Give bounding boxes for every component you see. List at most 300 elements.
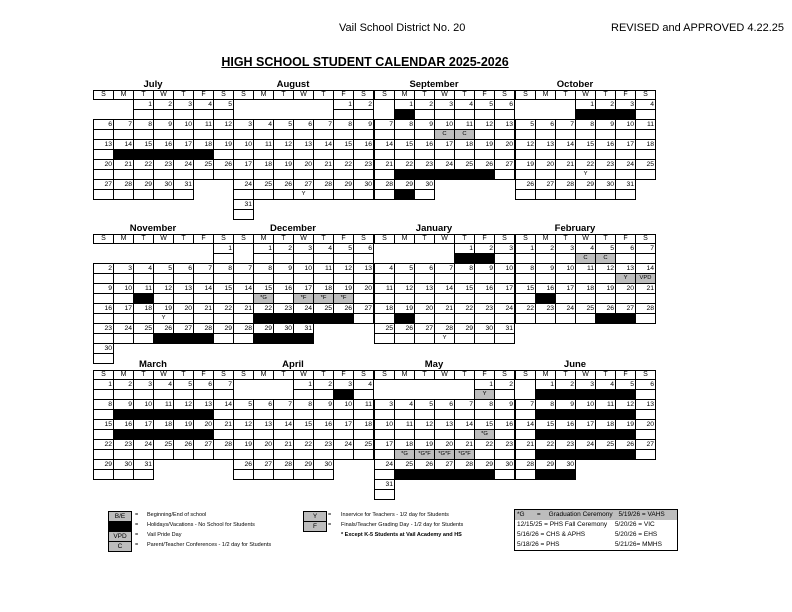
day-number: 1 — [576, 100, 596, 110]
day-marker — [234, 470, 254, 480]
day-number: 8 — [395, 120, 415, 130]
day-number: 28 — [455, 460, 475, 470]
day-number: 9 — [354, 120, 374, 130]
day-marker — [214, 334, 234, 344]
day-number: 15 — [254, 284, 274, 294]
day-marker — [154, 294, 174, 304]
day-number: 20 — [354, 284, 374, 294]
day-marker — [354, 294, 374, 304]
day-number: 24 — [134, 440, 154, 450]
empty-cell — [495, 490, 515, 500]
day-number: 4 — [596, 380, 616, 390]
day-number: 28 — [375, 180, 395, 190]
day-number: 1 — [134, 100, 154, 110]
empty-cell — [94, 254, 114, 264]
day-number: 2 — [274, 244, 294, 254]
empty-cell — [576, 460, 596, 470]
day-marker — [334, 254, 354, 264]
day-number: 5 — [334, 244, 354, 254]
empty-cell — [174, 244, 194, 254]
empty-cell — [354, 324, 374, 334]
month-name: April — [282, 359, 304, 370]
day-marker — [134, 170, 154, 180]
day-number: 20 — [536, 160, 556, 170]
day-number: 15 — [516, 284, 536, 294]
day-number: 16 — [415, 140, 435, 150]
weekday-header: S — [495, 371, 515, 380]
day-marker — [134, 410, 154, 420]
month-table — [233, 234, 374, 344]
day-marker — [94, 430, 114, 440]
day-number: 6 — [194, 380, 214, 390]
empty-cell — [94, 100, 114, 110]
weekday-header: F — [475, 235, 495, 244]
empty-cell — [516, 380, 536, 390]
day-number: 25 — [375, 324, 395, 334]
day-number: 14 — [455, 420, 475, 430]
day-marker — [596, 390, 616, 400]
day-marker — [375, 470, 395, 480]
day-number: 14 — [314, 140, 334, 150]
day-number: 5 — [395, 264, 415, 274]
day-number: 12 — [154, 284, 174, 294]
empty-cell — [415, 480, 435, 490]
day-marker — [294, 314, 314, 324]
empty-cell — [254, 380, 274, 390]
weekday-header: T — [274, 371, 294, 380]
day-marker — [254, 170, 274, 180]
weekday-header: S — [214, 235, 234, 244]
day-number: 13 — [354, 264, 374, 274]
day-marker — [94, 190, 114, 200]
day-marker — [174, 430, 194, 440]
day-marker — [234, 150, 254, 160]
empty-cell — [154, 460, 174, 470]
day-number: 17 — [114, 304, 134, 314]
day-marker — [455, 410, 475, 420]
weekday-header: W — [435, 91, 455, 100]
day-marker — [616, 130, 636, 140]
day-marker — [395, 334, 415, 344]
day-number: 16 — [114, 420, 134, 430]
day-number: 12 — [234, 420, 254, 430]
day-number: 2 — [354, 100, 374, 110]
graduation-box — [514, 509, 678, 551]
day-marker — [154, 190, 174, 200]
empty-cell — [314, 210, 334, 220]
empty-cell — [455, 480, 475, 490]
month-june — [515, 359, 654, 480]
day-number: 31 — [134, 460, 154, 470]
day-number: 31 — [294, 324, 314, 334]
day-marker — [114, 410, 134, 420]
weekday-header: S — [234, 91, 254, 100]
day-number: 11 — [596, 400, 616, 410]
day-marker — [415, 410, 435, 420]
day-number: 19 — [616, 420, 636, 430]
weekday-header: S — [495, 91, 515, 100]
month-table — [515, 234, 656, 324]
day-number: 31 — [375, 480, 395, 490]
weekday-header: T — [596, 235, 616, 244]
empty-cell — [354, 200, 374, 210]
day-marker — [234, 190, 254, 200]
day-number: 3 — [294, 244, 314, 254]
day-marker — [314, 430, 334, 440]
empty-cell — [194, 180, 214, 190]
day-marker — [516, 170, 536, 180]
weekday-header: S — [636, 91, 656, 100]
empty-cell — [154, 254, 174, 264]
weekday-header: S — [354, 91, 374, 100]
day-marker — [214, 450, 234, 460]
empty-cell — [214, 354, 234, 364]
weekday-header: T — [455, 235, 475, 244]
day-number: 1 — [294, 380, 314, 390]
empty-cell — [234, 110, 254, 120]
day-marker — [495, 150, 515, 160]
month-march — [93, 359, 232, 480]
day-number: 4 — [375, 264, 395, 274]
day-number: 2 — [314, 380, 334, 390]
day-number: 20 — [94, 160, 114, 170]
day-number: 3 — [234, 120, 254, 130]
month-table — [515, 370, 656, 480]
weekday-header: T — [274, 91, 294, 100]
day-marker — [114, 390, 134, 400]
day-marker — [556, 390, 576, 400]
empty-cell — [154, 244, 174, 254]
day-marker — [194, 334, 214, 344]
day-marker — [194, 390, 214, 400]
month-table — [233, 370, 374, 480]
day-marker — [94, 150, 114, 160]
day-number: 10 — [134, 400, 154, 410]
day-marker: B — [194, 150, 214, 160]
day-number: 22 — [94, 440, 114, 450]
legend-eq: = — [135, 542, 139, 548]
weekday-header: S — [94, 235, 114, 244]
month-table — [233, 90, 374, 220]
empty-cell — [214, 344, 234, 354]
day-marker — [415, 274, 435, 284]
day-number: 9 — [536, 264, 556, 274]
day-number: 27 — [495, 160, 515, 170]
empty-cell — [495, 180, 515, 190]
weekday-header: T — [174, 91, 194, 100]
day-marker — [274, 314, 294, 324]
day-number: 1 — [214, 244, 234, 254]
empty-cell — [556, 100, 576, 110]
graduation-row — [515, 530, 677, 540]
day-number: 21 — [194, 304, 214, 314]
empty-cell — [475, 190, 495, 200]
day-marker — [536, 450, 556, 460]
day-marker: Y — [576, 170, 596, 180]
day-number: 24 — [174, 160, 194, 170]
day-marker — [375, 430, 395, 440]
day-marker — [495, 470, 515, 480]
day-marker: *G*F — [455, 450, 475, 460]
weekday-header: T — [556, 91, 576, 100]
day-number: 6 — [536, 120, 556, 130]
empty-cell — [354, 460, 374, 470]
day-number: 23 — [354, 160, 374, 170]
day-number: 29 — [294, 460, 314, 470]
day-marker — [415, 130, 435, 140]
day-number: 24 — [375, 460, 395, 470]
weekday-header: T — [455, 371, 475, 380]
day-marker — [495, 390, 515, 400]
day-marker — [495, 170, 515, 180]
weekday-header: T — [134, 235, 154, 244]
day-number: 17 — [234, 160, 254, 170]
empty-cell — [334, 460, 354, 470]
day-number: 14 — [375, 140, 395, 150]
empty-cell — [556, 110, 576, 120]
day-marker — [395, 314, 415, 324]
weekday-header: T — [415, 371, 435, 380]
empty-cell — [435, 190, 455, 200]
day-marker — [395, 410, 415, 420]
legend-y-swatch: Y — [303, 511, 327, 522]
day-marker — [596, 314, 616, 324]
day-marker — [274, 274, 294, 284]
day-number: 14 — [516, 420, 536, 430]
empty-cell — [294, 100, 314, 110]
day-marker — [94, 390, 114, 400]
day-marker — [214, 130, 234, 140]
day-number: 15 — [214, 284, 234, 294]
day-number: 25 — [194, 160, 214, 170]
day-number: 25 — [636, 160, 656, 170]
month-table — [93, 90, 234, 200]
day-marker — [154, 450, 174, 460]
day-number: 19 — [214, 140, 234, 150]
graduation-label: Graduation Ceremony — [548, 511, 613, 518]
day-number: 14 — [114, 140, 134, 150]
day-number: 23 — [536, 304, 556, 314]
day-number: 5 — [234, 400, 254, 410]
legend-f-text: Finals/Teacher Grading Day - 1/2 day for Students — [341, 522, 464, 528]
day-number: 4 — [636, 100, 656, 110]
legend-f-swatch: F — [303, 521, 327, 532]
day-marker — [234, 210, 254, 220]
weekday-header: S — [516, 91, 536, 100]
day-marker — [596, 110, 616, 120]
day-number: 13 — [435, 420, 455, 430]
day-marker: *F — [314, 294, 334, 304]
day-marker — [234, 274, 254, 284]
day-number: 29 — [254, 324, 274, 334]
day-number: 12 — [174, 400, 194, 410]
day-number: 8 — [576, 120, 596, 130]
month-table — [93, 370, 234, 480]
day-number: 4 — [134, 264, 154, 274]
day-marker — [576, 190, 596, 200]
day-number: 10 — [435, 120, 455, 130]
day-number: 4 — [254, 120, 274, 130]
day-marker — [495, 294, 515, 304]
empty-cell — [154, 344, 174, 354]
weekday-header: T — [274, 235, 294, 244]
day-marker — [194, 410, 214, 420]
day-number: 18 — [314, 284, 334, 294]
day-marker — [114, 150, 134, 160]
day-marker — [294, 130, 314, 140]
day-number: 22 — [516, 304, 536, 314]
day-number: 7 — [234, 264, 254, 274]
day-marker — [214, 254, 234, 264]
day-number: 8 — [134, 120, 154, 130]
day-marker — [154, 390, 174, 400]
day-marker — [334, 110, 354, 120]
month-table — [374, 90, 515, 200]
day-marker — [596, 410, 616, 420]
day-number: 3 — [556, 244, 576, 254]
day-number: 23 — [154, 160, 174, 170]
day-marker — [174, 274, 194, 284]
day-marker — [516, 410, 536, 420]
day-number: 26 — [596, 304, 616, 314]
day-marker — [114, 450, 134, 460]
day-marker: *G*F — [415, 450, 435, 460]
day-number: 30 — [596, 180, 616, 190]
day-marker — [354, 390, 374, 400]
day-marker — [636, 130, 656, 140]
empty-cell — [375, 254, 395, 264]
day-marker — [556, 470, 576, 480]
day-number: 23 — [94, 324, 114, 334]
empty-cell — [254, 210, 274, 220]
day-marker — [254, 470, 274, 480]
day-number: 28 — [214, 440, 234, 450]
day-number: 18 — [455, 140, 475, 150]
day-number: 31 — [616, 180, 636, 190]
weekday-header: F — [334, 371, 354, 380]
day-marker — [114, 274, 134, 284]
day-number: 11 — [636, 120, 656, 130]
day-marker — [556, 254, 576, 264]
weekday-header: F — [475, 371, 495, 380]
day-number: 16 — [154, 140, 174, 150]
day-marker: Y — [475, 390, 495, 400]
empty-cell — [395, 254, 415, 264]
graduation-code: *G — [517, 511, 525, 518]
weekday-header: S — [214, 91, 234, 100]
empty-cell — [314, 334, 334, 344]
day-number: 9 — [415, 120, 435, 130]
day-number: 11 — [395, 420, 415, 430]
day-marker — [174, 170, 194, 180]
day-number: 25 — [254, 180, 274, 190]
weekday-header: T — [556, 371, 576, 380]
day-marker — [314, 314, 334, 324]
day-number: 20 — [435, 440, 455, 450]
graduation-header — [515, 510, 677, 520]
empty-cell — [576, 470, 596, 480]
day-marker — [616, 110, 636, 120]
day-marker: Y — [435, 334, 455, 344]
day-marker — [114, 170, 134, 180]
day-marker — [435, 274, 455, 284]
legend-holiday-text: Holidays/Vacations - No School for Students — [147, 522, 255, 528]
day-marker — [536, 410, 556, 420]
day-marker — [395, 190, 415, 200]
day-marker — [254, 150, 274, 160]
day-marker — [94, 334, 114, 344]
day-number: 26 — [174, 440, 194, 450]
day-number: 7 — [636, 244, 656, 254]
day-marker — [435, 150, 455, 160]
day-number: 22 — [475, 440, 495, 450]
weekday-header: S — [94, 91, 114, 100]
empty-cell — [354, 334, 374, 344]
weekday-header: W — [576, 91, 596, 100]
weekday-header: S — [636, 235, 656, 244]
day-marker — [274, 470, 294, 480]
day-number: 18 — [375, 304, 395, 314]
day-marker — [274, 170, 294, 180]
day-marker — [334, 410, 354, 420]
legend-y-text: Inservice for Teachers - 1/2 day for Students — [341, 512, 449, 518]
day-marker — [636, 314, 656, 324]
day-number: 5 — [475, 100, 495, 110]
empty-cell — [214, 470, 234, 480]
day-marker — [576, 274, 596, 284]
day-marker — [354, 150, 374, 160]
day-marker — [274, 334, 294, 344]
month-name: December — [270, 223, 316, 234]
day-marker — [495, 410, 515, 420]
day-marker — [254, 450, 274, 460]
day-marker — [596, 450, 616, 460]
day-marker — [475, 274, 495, 284]
day-marker — [334, 190, 354, 200]
day-marker — [576, 294, 596, 304]
day-number: 7 — [314, 120, 334, 130]
day-number: 22 — [536, 440, 556, 450]
day-number: 6 — [415, 264, 435, 274]
empty-cell — [415, 380, 435, 390]
day-marker — [636, 150, 656, 160]
month-table — [374, 370, 515, 500]
day-number: 27 — [194, 440, 214, 450]
empty-cell — [314, 200, 334, 210]
empty-cell — [435, 480, 455, 490]
day-marker — [314, 450, 334, 460]
day-marker — [254, 254, 274, 264]
day-marker — [536, 294, 556, 304]
empty-cell — [375, 380, 395, 390]
day-marker — [475, 410, 495, 420]
weekday-header: W — [576, 235, 596, 244]
day-number: 27 — [616, 304, 636, 314]
day-marker — [114, 314, 134, 324]
day-number: 6 — [94, 120, 114, 130]
district-name: Vail School District No. 20 — [339, 22, 466, 34]
empty-cell — [435, 380, 455, 390]
month-april — [233, 359, 372, 480]
month-name: August — [276, 79, 310, 90]
weekday-header: M — [114, 91, 134, 100]
day-number: 7 — [194, 264, 214, 274]
day-number: 20 — [294, 160, 314, 170]
day-marker — [114, 430, 134, 440]
day-number: 15 — [475, 420, 495, 430]
day-number: 14 — [214, 400, 234, 410]
day-marker — [214, 410, 234, 420]
